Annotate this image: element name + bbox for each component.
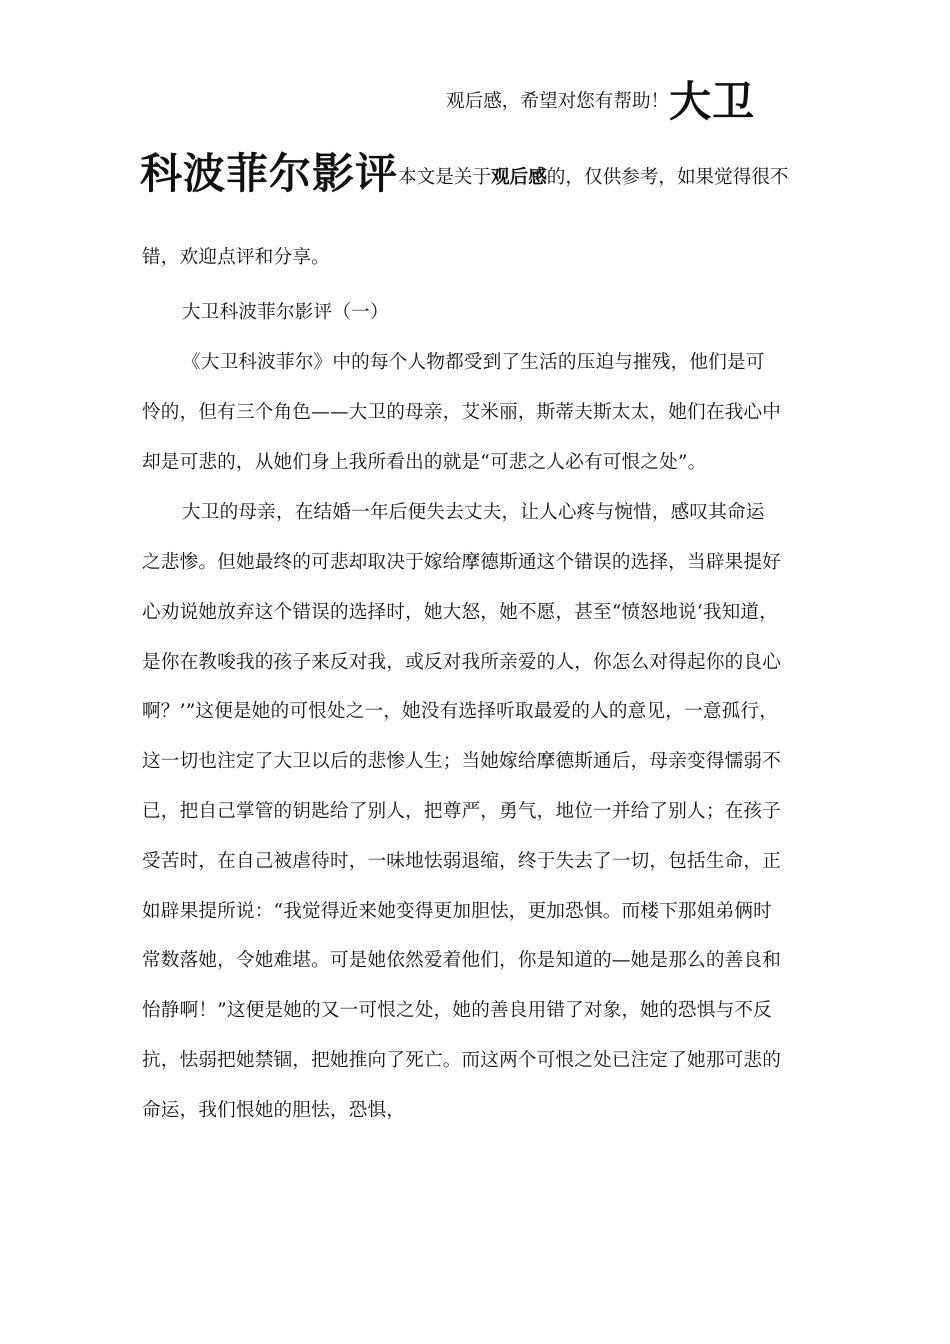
section-title: 大卫科波菲尔影评（一） — [182, 302, 389, 323]
paragraph-2-line: 如辟果提所说：“我觉得近来她变得更加胆怯，更加恐惧。而楼下那姐弟俩时 — [142, 901, 772, 922]
paragraph-1-line: 怜的，但有三个角色——大卫的母亲，艾米丽，斯蒂夫斯太太，她们在我心中 — [142, 402, 781, 423]
paragraph-2-line: 抗，怯弱把她禁锢，把她推向了死亡。而这两个可恨之处已注定了她那可悲的 — [142, 1050, 781, 1071]
paragraph-2-line: 已，把自己掌管的钥匙给了别人，把尊严，勇气，地位一并给了别人；在孩子 — [142, 801, 781, 822]
header-post-text: 的，仅供参考，如果觉得很不 — [546, 167, 789, 188]
paragraph-2-line: 受苦时，在自己被虐待时，一味地怯弱退缩，终于失去了一切，包括生命，正 — [142, 851, 781, 872]
header-bold-text: 观后感 — [491, 167, 547, 188]
paragraph-1-line: 《大卫科波菲尔》中的每个人物都受到了生活的压迫与摧残，他们是可 — [182, 352, 765, 373]
title-part-1: 大卫 — [669, 77, 756, 126]
paragraph-2-line: 这一切也注定了大卫以后的悲惨人生；当她嫁给摩德斯通后，母亲变得懦弱不 — [142, 751, 781, 772]
header-pre-text: 本文是关于 — [398, 167, 491, 188]
paragraph-2-line: 命运，我们恨她的胆怯，恐惧， — [142, 1100, 406, 1121]
paragraph-2-line: 心劝说她放弃这个错误的选择时，她大怒，她不愿，甚至“愤怒地说‘我知道， — [142, 602, 779, 623]
paragraph-2-line: 是你在教唆我的孩子来反对我，或反对我所亲爱的人，你怎么对得起你的良心 — [142, 652, 781, 673]
header-intro-text: 观后感，希望对您有帮助！ — [446, 91, 670, 112]
header-line-1 — [446, 78, 755, 126]
header-line-3: 错，欢迎点评和分享。 — [142, 247, 330, 268]
header-line-2 — [140, 150, 789, 198]
paragraph-2-line: 之悲惨。但她最终的可悲却取决于嫁给摩德斯通这个错误的选择，当辟果提好 — [142, 552, 781, 573]
paragraph-2-line: 啊？’”这便是她的可恨处之一，她没有选择听取最爱的人的意见，一意孤行， — [142, 701, 779, 722]
title-part-2: 科波菲尔影评 — [140, 149, 399, 198]
paragraph-2-line: 怡静啊！”这便是她的又一可恨之处，她的善良用错了对象，她的恐惧与不反 — [142, 1000, 772, 1021]
paragraph-1-line: 却是可悲的，从她们身上我所看出的就是“可悲之人必有可恨之处”。 — [142, 452, 707, 473]
paragraph-2-line: 大卫的母亲，在结婚一年后便失去丈夫，让人心疼与惋惜，感叹其命运 — [182, 502, 765, 523]
paragraph-2-line: 常数落她，令她难堪。可是她依然爱着他们，你是知道的—她是那么的善良和 — [142, 950, 781, 971]
